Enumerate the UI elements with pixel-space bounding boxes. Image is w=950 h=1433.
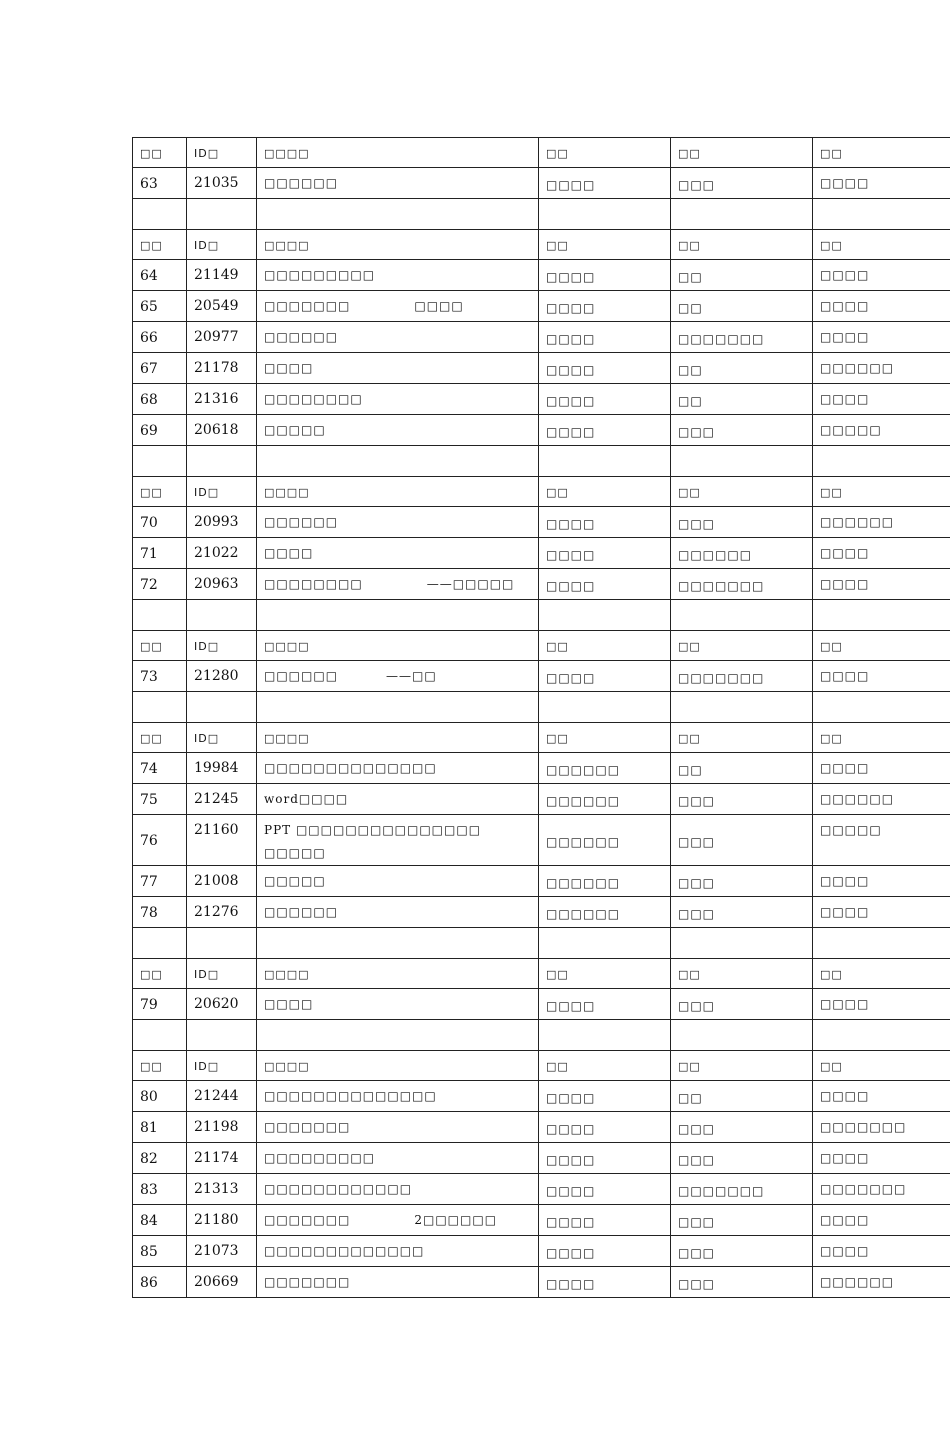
cell-c: □□□□ (813, 753, 950, 784)
cell-name (257, 1020, 539, 1051)
table-row (133, 661, 950, 692)
cell-b: □□□□□□□ (671, 569, 813, 600)
cell-c: □□□□ (813, 569, 950, 600)
header-cell-b: □□ (671, 959, 813, 989)
cell-b (671, 199, 813, 230)
header-cell-a: □□ (539, 477, 671, 507)
table-row (133, 1081, 950, 1112)
cell-id: 21178 (187, 353, 257, 384)
cell-id: 20963 (187, 569, 257, 600)
cell-a: □□□□ (539, 1236, 671, 1267)
cell-name-part1: □□□□□□ (264, 669, 339, 683)
cell-name (257, 815, 539, 866)
table-row (133, 866, 950, 897)
cell-no (133, 199, 187, 230)
cell-id (187, 692, 257, 723)
cell-name (257, 928, 539, 959)
cell-c: □□□□□□ (813, 353, 950, 384)
cell-no: 75 (133, 784, 187, 815)
header-cell-c: □□ (813, 723, 950, 753)
cell-c: □□□□□□□ (813, 1112, 950, 1143)
spacer-row (133, 692, 950, 723)
cell-a (539, 928, 671, 959)
cell-a: □□□□ (539, 353, 671, 384)
cell-c: □□□□□ (813, 415, 950, 446)
cell-c (813, 1020, 950, 1051)
cell-id: 21180 (187, 1205, 257, 1236)
cell-a: □□□□ (539, 569, 671, 600)
table-row (133, 415, 950, 446)
cell-name-part2: ——□□□□□ (426, 577, 515, 591)
header-cell-no: □□ (133, 631, 187, 661)
cell-no: 82 (133, 1143, 187, 1174)
cell-id: 21160 (187, 815, 257, 866)
header-cell-a: □□ (539, 959, 671, 989)
header-cell-id: ID□ (187, 477, 257, 507)
cell-b: □□ (671, 260, 813, 291)
table-row (133, 1236, 950, 1267)
header-cell-id: ID□ (187, 631, 257, 661)
header-cell-a: □□ (539, 631, 671, 661)
cell-no (133, 446, 187, 477)
cell-name: □□□□□□□ (257, 1112, 539, 1143)
header-cell-id: ID□ (187, 138, 257, 168)
cell-c: □□□□□□□ (813, 1174, 950, 1205)
table-row (133, 291, 950, 322)
cell-name-part2: 2□□□□□□ (414, 1213, 498, 1227)
cell-name: □□□□□□ (257, 507, 539, 538)
cell-b: □□□□□□ (671, 538, 813, 569)
cell-no: 79 (133, 989, 187, 1020)
cell-no: 77 (133, 866, 187, 897)
header-cell-no: □□ (133, 138, 187, 168)
cell-id: 21198 (187, 1112, 257, 1143)
cell-a: □□□□□□ (539, 784, 671, 815)
cell-c: □□□□□□ (813, 784, 950, 815)
cell-name: □□□□□□□□□□□□ (257, 1174, 539, 1205)
cell-no (133, 692, 187, 723)
cell-b: □□□ (671, 815, 813, 866)
cell-name: □□□□□□ (257, 897, 539, 928)
cell-no (133, 600, 187, 631)
cell-id: 20993 (187, 507, 257, 538)
header-cell-a: □□ (539, 230, 671, 260)
header-cell-a: □□ (539, 1051, 671, 1081)
spacer-row (133, 1020, 950, 1051)
cell-b: □□□ (671, 1205, 813, 1236)
cell-a: □□□□ (539, 415, 671, 446)
table-row (133, 897, 950, 928)
cell-a: □□□□ (539, 1081, 671, 1112)
header-cell-no: □□ (133, 477, 187, 507)
cell-no: 86 (133, 1267, 187, 1298)
cell-name-part1: □□□□□□□□ (264, 577, 363, 591)
cell-id: 21035 (187, 168, 257, 199)
cell-c: □□□□ (813, 661, 950, 692)
cell-b: □□□ (671, 507, 813, 538)
cell-id: 21244 (187, 1081, 257, 1112)
table-row (133, 815, 950, 866)
cell-c: □□□□ (813, 1081, 950, 1112)
cell-no: 85 (133, 1236, 187, 1267)
cell-c (813, 446, 950, 477)
cell-name (257, 291, 539, 322)
cell-name (257, 661, 539, 692)
header-cell-c: □□ (813, 959, 950, 989)
document-table (132, 137, 950, 1298)
cell-b: □□ (671, 1081, 813, 1112)
header-cell-c: □□ (813, 1051, 950, 1081)
table-row (133, 384, 950, 415)
cell-name: □□□□□□ (257, 168, 539, 199)
cell-name (257, 446, 539, 477)
cell-name-part1: □□□□□□□ (264, 1213, 351, 1227)
cell-c (813, 928, 950, 959)
spacer-row (133, 928, 950, 959)
header-cell-name: □□□□ (257, 1051, 539, 1081)
cell-c: □□□□ (813, 1143, 950, 1174)
header-cell-c: □□ (813, 230, 950, 260)
cell-id (187, 1020, 257, 1051)
cell-c: □□□□□ (813, 815, 950, 866)
cell-no: 73 (133, 661, 187, 692)
cell-name: □□□□ (257, 538, 539, 569)
cell-c (813, 199, 950, 230)
cell-id: 21276 (187, 897, 257, 928)
cell-name-part2: □□□□ (414, 299, 464, 313)
cell-id: 20669 (187, 1267, 257, 1298)
header-row (133, 1051, 950, 1081)
table-row (133, 260, 950, 291)
cell-name: □□□□□□□ (257, 1267, 539, 1298)
cell-a: □□□□□□ (539, 866, 671, 897)
table-row (133, 168, 950, 199)
cell-no: 63 (133, 168, 187, 199)
cell-name-part2: ——□□ (386, 669, 437, 683)
header-cell-b: □□ (671, 723, 813, 753)
header-cell-b: □□ (671, 138, 813, 168)
cell-b: □□□ (671, 1236, 813, 1267)
cell-b (671, 692, 813, 723)
header-cell-no: □□ (133, 723, 187, 753)
cell-id (187, 928, 257, 959)
cell-name (257, 600, 539, 631)
cell-b: □□□ (671, 168, 813, 199)
table-row (133, 1205, 950, 1236)
header-cell-a: □□ (539, 138, 671, 168)
cell-b: □□□ (671, 897, 813, 928)
cell-name: □□□□□□□□□□□□□□ (257, 1081, 539, 1112)
cell-name: □□□□□□□□□ (257, 1143, 539, 1174)
cell-name: □□□□□ (257, 415, 539, 446)
cell-b: □□□ (671, 784, 813, 815)
cell-a: □□□□ (539, 1174, 671, 1205)
cell-no: 76 (133, 815, 187, 866)
cell-no: 67 (133, 353, 187, 384)
header-cell-id: ID□ (187, 230, 257, 260)
header-cell-c: □□ (813, 477, 950, 507)
cell-no: 66 (133, 322, 187, 353)
cell-a: □□□□ (539, 322, 671, 353)
cell-no: 81 (133, 1112, 187, 1143)
cell-b: □□□□□□□ (671, 1174, 813, 1205)
cell-c: □□□□ (813, 291, 950, 322)
header-row (133, 230, 950, 260)
cell-b: □□□ (671, 1143, 813, 1174)
cell-b: □□□ (671, 415, 813, 446)
cell-no: 78 (133, 897, 187, 928)
header-cell-name: □□□□ (257, 959, 539, 989)
cell-b (671, 446, 813, 477)
cell-b: □□ (671, 384, 813, 415)
cell-b: □□□ (671, 1112, 813, 1143)
spacer-row (133, 446, 950, 477)
header-cell-b: □□ (671, 230, 813, 260)
table-body (133, 138, 950, 1298)
table-row (133, 1267, 950, 1298)
cell-c: □□□□ (813, 322, 950, 353)
header-cell-no: □□ (133, 230, 187, 260)
cell-a: □□□□ (539, 1205, 671, 1236)
cell-id: 21174 (187, 1143, 257, 1174)
cell-name: □□□□□□□□□□□□□ (257, 1236, 539, 1267)
cell-id: 21280 (187, 661, 257, 692)
header-cell-no: □□ (133, 1051, 187, 1081)
cell-id: 21008 (187, 866, 257, 897)
header-cell-id: ID□ (187, 1051, 257, 1081)
cell-c: □□□□ (813, 989, 950, 1020)
cell-name (257, 692, 539, 723)
cell-name: □□□□□□ (257, 322, 539, 353)
header-cell-c: □□ (813, 138, 950, 168)
header-row (133, 477, 950, 507)
cell-c: □□□□ (813, 384, 950, 415)
cell-name: word□□□□ (257, 784, 539, 815)
cell-a: □□□□□□ (539, 897, 671, 928)
header-cell-c: □□ (813, 631, 950, 661)
cell-a (539, 1020, 671, 1051)
cell-no: 83 (133, 1174, 187, 1205)
cell-no (133, 928, 187, 959)
header-cell-id: ID□ (187, 959, 257, 989)
cell-b: □□ (671, 353, 813, 384)
table-row (133, 989, 950, 1020)
cell-no: 64 (133, 260, 187, 291)
cell-name (257, 569, 539, 600)
header-row (133, 723, 950, 753)
spacer-row (133, 600, 950, 631)
cell-b (671, 600, 813, 631)
table-row (133, 753, 950, 784)
cell-id: 21149 (187, 260, 257, 291)
header-cell-b: □□ (671, 631, 813, 661)
header-cell-name: □□□□ (257, 138, 539, 168)
cell-name (257, 1205, 539, 1236)
table-row (133, 538, 950, 569)
cell-b: □□ (671, 753, 813, 784)
cell-name-part1: □□□□□□□ (264, 299, 351, 313)
cell-no: 84 (133, 1205, 187, 1236)
header-row (133, 631, 950, 661)
cell-a: □□□□ (539, 1267, 671, 1298)
cell-c: □□□□ (813, 168, 950, 199)
cell-a: □□□□ (539, 538, 671, 569)
cell-a: □□□□ (539, 168, 671, 199)
cell-c: □□□□□□ (813, 507, 950, 538)
cell-b: □□□□□□□ (671, 322, 813, 353)
cell-a (539, 446, 671, 477)
cell-id: 19984 (187, 753, 257, 784)
cell-b: □□□ (671, 866, 813, 897)
cell-id: 20618 (187, 415, 257, 446)
cell-b (671, 1020, 813, 1051)
cell-b: □□□ (671, 1267, 813, 1298)
table-row (133, 507, 950, 538)
cell-c: □□□□ (813, 1205, 950, 1236)
cell-a: □□□□ (539, 661, 671, 692)
header-cell-no: □□ (133, 959, 187, 989)
cell-b (671, 928, 813, 959)
table-row (133, 1112, 950, 1143)
cell-no: 65 (133, 291, 187, 322)
cell-no: 69 (133, 415, 187, 446)
cell-a: □□□□ (539, 1112, 671, 1143)
header-row (133, 959, 950, 989)
cell-no: 68 (133, 384, 187, 415)
cell-no: 74 (133, 753, 187, 784)
cell-id (187, 199, 257, 230)
header-row (133, 138, 950, 168)
cell-c (813, 692, 950, 723)
cell-b: □□□ (671, 989, 813, 1020)
cell-name (257, 199, 539, 230)
spacer-row (133, 199, 950, 230)
header-cell-name: □□□□ (257, 477, 539, 507)
cell-id (187, 600, 257, 631)
cell-no: 71 (133, 538, 187, 569)
cell-id: 21073 (187, 1236, 257, 1267)
cell-name: □□□□□ (257, 866, 539, 897)
cell-c: □□□□ (813, 866, 950, 897)
cell-a (539, 199, 671, 230)
header-cell-b: □□ (671, 477, 813, 507)
cell-name: □□□□□□□□□ (257, 260, 539, 291)
cell-name: □□□□□□□□□□□□□□ (257, 753, 539, 784)
cell-id: 20549 (187, 291, 257, 322)
cell-c: □□□□ (813, 897, 950, 928)
cell-a: □□□□□□ (539, 815, 671, 866)
cell-c (813, 600, 950, 631)
table-row (133, 784, 950, 815)
cell-a: □□□□ (539, 384, 671, 415)
cell-id: 20977 (187, 322, 257, 353)
cell-c: □□□□□□ (813, 1267, 950, 1298)
cell-id: 21313 (187, 1174, 257, 1205)
cell-no: 80 (133, 1081, 187, 1112)
cell-a: □□□□ (539, 260, 671, 291)
cell-a: □□□□ (539, 291, 671, 322)
cell-c: □□□□ (813, 1236, 950, 1267)
cell-id: 21245 (187, 784, 257, 815)
table-row (133, 569, 950, 600)
cell-b: □□ (671, 291, 813, 322)
cell-id: 20620 (187, 989, 257, 1020)
table-row (133, 353, 950, 384)
cell-id: 21022 (187, 538, 257, 569)
cell-name: □□□□□□□□ (257, 384, 539, 415)
cell-b: □□□□□□□ (671, 661, 813, 692)
header-cell-name: □□□□ (257, 723, 539, 753)
header-cell-a: □□ (539, 723, 671, 753)
cell-a (539, 692, 671, 723)
cell-no: 70 (133, 507, 187, 538)
cell-no: 72 (133, 569, 187, 600)
cell-a (539, 600, 671, 631)
cell-no (133, 1020, 187, 1051)
cell-id (187, 446, 257, 477)
header-cell-b: □□ (671, 1051, 813, 1081)
cell-name-part1: PPT □□□□□□□□□□□□□□□ (264, 823, 482, 837)
table-row (133, 1174, 950, 1205)
cell-a: □□□□ (539, 989, 671, 1020)
cell-c: □□□□ (813, 260, 950, 291)
table-row (133, 1143, 950, 1174)
cell-id: 21316 (187, 384, 257, 415)
header-cell-id: ID□ (187, 723, 257, 753)
cell-a: □□□□ (539, 507, 671, 538)
cell-name: □□□□ (257, 989, 539, 1020)
table-row (133, 322, 950, 353)
cell-name: □□□□ (257, 353, 539, 384)
cell-name-part2: □□□□□ (264, 846, 326, 860)
header-cell-name: □□□□ (257, 230, 539, 260)
cell-a: □□□□ (539, 1143, 671, 1174)
cell-c: □□□□ (813, 538, 950, 569)
cell-a: □□□□□□ (539, 753, 671, 784)
header-cell-name: □□□□ (257, 631, 539, 661)
